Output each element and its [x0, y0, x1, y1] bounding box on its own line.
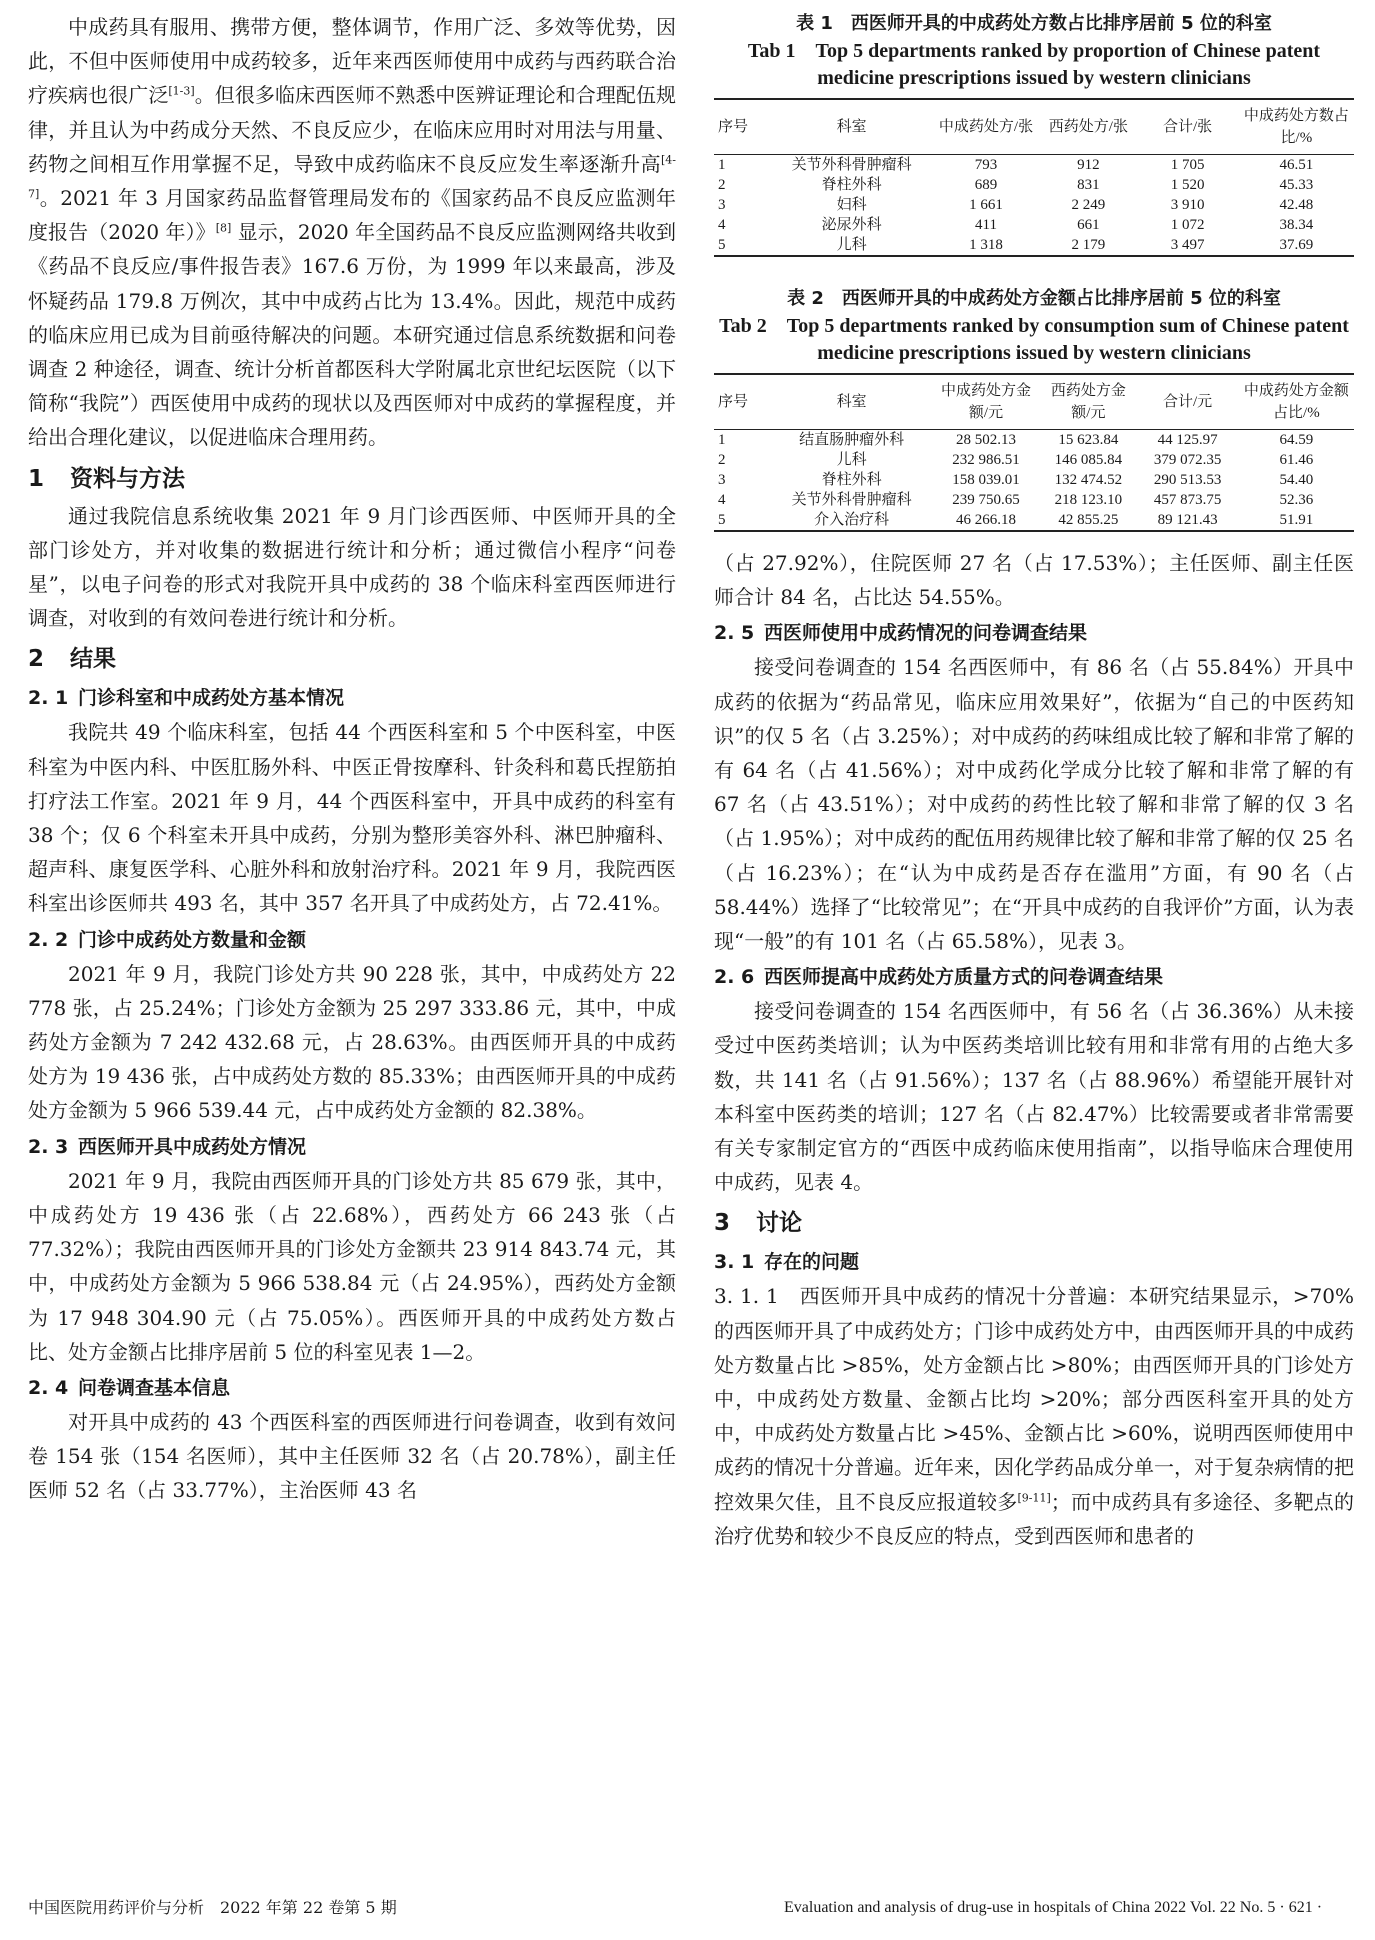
section-2-3-heading [28, 1130, 676, 1164]
table-cell: 儿科 [836, 452, 867, 468]
subsection-number: 2. 2 [28, 928, 69, 951]
table-cell: 1 661 [969, 197, 1003, 213]
table-cell: 1 072 [1170, 217, 1205, 233]
table-cell: 关节外科骨肿瘤科 [791, 492, 912, 508]
citation-ref: [9-11] [1017, 1491, 1051, 1505]
paragraph-text-a: 3. 1. 1 西医师开具中成药的情况十分普遍：本研究结果显示，>70% 的西医师开具了中成药处方；门诊中成药处方中，由西医师开具的中成药处方数量占比 >85%，处方金额占比 >80%；由西医师开具的门诊处方中，中成药处方数量、金额占比均 >20%；部分西医科室开具的处方中，中成药处方数量占比 >45%、金额占比 >60%，说明西医师使用中成药的情况十分普遍。近年来，因化学药品成分单一，对于复杂病情的把控效果欠佳，且不良反应报道较多 [714, 1284, 1354, 1514]
subsection-title: 门诊科室和中成药处方基本情况 [78, 687, 345, 710]
table-cell: 脊柱外科 [821, 472, 882, 488]
table-cell: 1 520 [1170, 177, 1205, 193]
table-cell: 3 [718, 197, 726, 213]
table-cell: 290 513.53 [1153, 472, 1222, 488]
table-row [714, 215, 1354, 235]
section-2-4-paragraph: 对开具中成药的 43 个西医科室的西医师进行问卷调查，收到有效问卷 154 张（154 名医师），其中主任医师 32 名（占 20.78%），副主任医师 52 名（占 33.77%），主治医师 43 名 [28, 1409, 676, 1503]
table-cell: 46 266.18 [955, 512, 1016, 528]
table-cell: 4 [718, 492, 726, 508]
table-cell: 37.69 [1279, 237, 1314, 253]
table-2-grid [714, 373, 1354, 532]
table-cell: 15 623.84 [1058, 432, 1119, 448]
section-3-1-1-paragraph [714, 1279, 1354, 1553]
table-cell: 52.36 [1279, 492, 1314, 508]
paragraph-text-b: ；而中成药具有多途径、多靶点的治疗优势和较少不良反应的特点，受到西医师和患者的 [714, 1489, 1355, 1548]
citation-ref: [8] [215, 221, 232, 235]
subsection-number: 2. 6 [714, 966, 755, 989]
table-row [714, 195, 1354, 215]
footer-journal-cn: 中国医院用药评价与分析 2022 年第 22 卷第 5 期 [28, 1898, 397, 1917]
subsection-number: 3. 1 [714, 1251, 755, 1274]
section-3-1-heading [714, 1245, 1354, 1279]
table-cell: 3 910 [1170, 197, 1205, 213]
table-header-cell: 中成药处方金额占比/% [1243, 383, 1349, 421]
section-2-3-paragraph: 2021 年 9 月，我院由西医师开具的门诊处方共 85 679 张，其中，中成药处方 19 436 张（占 22.68%），西药处方 66 243 张（占 77.32%）；我院由西医师开具的门诊处方金额共 23 914 843.74 元，其中，中成药处方金额为 5 966 538.84 元（占 24.95%），西药处方金额为 17 948 304.90 元（占 75.05%）。西医师开具的中成药处方数占比、处方金额占比排序居前 5 位的科室见表 1—2。 [28, 1168, 676, 1364]
subsection-title: 门诊中成药处方数量和金额 [78, 928, 307, 951]
section-number: 3 [714, 1210, 731, 1237]
table-cell: 689 [974, 177, 998, 193]
table-cell: 793 [974, 157, 998, 173]
table-cell: 4 [718, 217, 726, 233]
table-cell: 1 [718, 157, 726, 173]
table-cell: 457 873.75 [1153, 492, 1222, 508]
intro-text-d: 显示，2020 年全国药品不良反应监测网络共收到《药品不良反应/事件报告表》167.6 万份，为 1999 年以来最高，涉及怀疑药品 179.8 万例次，其中中成药占比为 13.4%。因此，规范中成药的临床应用已成为目前亟待解决的问题。本研究通过信息系统数据和问卷调查 2 种途径，调查、统计分析首都医科大学附属北京世纪坛医院（以下简称“我院”）西医使用中成药的现状以及西医师对中成药的掌握程度，并给出合理化建议，以促进临床合理用药。 [28, 220, 676, 450]
section-title: 讨论 [756, 1210, 802, 1237]
table-row [714, 155, 1354, 176]
table-2-caption-en: Tab 2 Top 5 departments ranked by consumption sum of Chinese patent medicine prescriptions issued by western clinicians [719, 315, 1349, 364]
citation-ref: [4-7] [28, 153, 676, 201]
table-cell: 3 [718, 472, 726, 488]
table-cell: 89 121.43 [1157, 512, 1218, 528]
table-cell: 239 750.65 [952, 492, 1020, 508]
table-cell: 45.33 [1279, 177, 1314, 193]
table-cell: 妇科 [836, 197, 867, 213]
table-header-cell: 西药处方/张 [1048, 119, 1128, 135]
methods-paragraph: 通过我院信息系统收集 2021 年 9 月门诊西医师、中医师开具的全部门诊处方，并对收集的数据进行统计和分析；通过微信小程序“问卷星”，以电子问卷的形式对我院开具中成药的 38 个临床科室西医师进行调查，对收到的有效问卷进行统计和分析。 [28, 503, 676, 631]
table-cell: 912 [1077, 157, 1100, 173]
intro-text-c: 。2021 年 3 月国家药品监督管理局发布的《国家药品不良反应监测年度报告（2020 年）》 [28, 186, 676, 245]
table-cell: 46.51 [1279, 157, 1314, 173]
subsection-number: 2. 3 [28, 1135, 69, 1158]
table-cell: 42 855.25 [1058, 512, 1119, 528]
subsection-number: 2. 1 [28, 687, 69, 710]
table-header-cell: 合计/元 [1163, 394, 1213, 410]
table-cell: 脊柱外科 [821, 177, 882, 193]
table-cell: 411 [975, 217, 997, 233]
table-row [714, 470, 1354, 490]
subsection-title: 西医师使用中成药情况的问卷调查结果 [764, 622, 1088, 645]
section-2-2-paragraph: 2021 年 9 月，我院门诊处方共 90 228 张，其中，中成药处方 22 778 张，占 25.24%；门诊处方金额为 25 297 333.86 元，其中，中成药处方金额为 7 242 432.68 元，占 28.63%。由西医师开具的中成药处方为 19 436 张，占中成药处方数的 85.33%；由西医师开具的中成药处方金额为 5 966 539.44 元，占中成药处方金额的 82.38%。 [28, 961, 676, 1123]
right-column [714, 10, 1354, 1553]
table-header-cell: 中成药处方/张 [938, 119, 1034, 135]
section-3-heading [714, 1203, 1354, 1243]
section-title: 资料与方法 [70, 465, 185, 492]
table-cell: 2 179 [1071, 237, 1106, 253]
subsection-title: 存在的问题 [764, 1251, 860, 1274]
intro-text-b: 。但很多临床西医师不熟悉中医辨证理论和合理配伍规律，并且认为中药成分天然、不良反应少，在临床应用时对用法与用量、药物之间相互作用掌握不足，导致中成药临床不良反应发生率逐渐升高 [28, 83, 677, 176]
table-cell: 132 474.52 [1054, 472, 1123, 488]
section-number: 1 [28, 465, 45, 492]
subsection-title: 问卷调查基本信息 [78, 1376, 231, 1399]
table-cell: 5 [718, 512, 726, 528]
table-cell: 28 502.13 [955, 432, 1016, 448]
table-cell: 2 [718, 177, 726, 193]
continued-paragraph: （占 27.92%），住院医师 27 名（占 17.53%）；主任医师、副主任医师合计 84 名，占比达 54.55%。 [714, 551, 1354, 610]
table-cell: 介入治疗科 [814, 512, 890, 528]
table-cell: 146 085.84 [1054, 452, 1123, 468]
subsection-title: 西医师开具中成药处方情况 [78, 1135, 307, 1158]
section-2-1-paragraph: 我院共 49 个临床科室，包括 44 个西医科室和 5 个中医科室，中医科室为中医内科、中医肛肠外科、中医正骨按摩科、针灸科和葛氏捏筋拍打疗法工作室。2021 年 9 月，44 个西医科室中，开具中成药的科室有 38 个；仅 6 个科室未开具中成药，分别为整形美容外科、淋巴肿瘤科、超声科、康复医学科、心脏外科和放射治疗科。2021 年 9 月，我院西医科室出诊医师共 493 名，其中 357 名开具了中成药处方，占 72.41%。 [28, 720, 676, 916]
intro-text-a: 中成药具有服用、携带方便，整体调节，作用广泛、多效等优势，因此，不但中医师使用中成药较多，近年来西医师使用中成药与西药联合治疗疾病也很广泛 [28, 15, 676, 108]
left-column [28, 10, 676, 1508]
table-row [714, 450, 1354, 470]
table-cell: 3 497 [1170, 237, 1205, 253]
table-cell: 1 [718, 432, 726, 448]
table-cell: 831 [1077, 177, 1100, 193]
subsection-number: 2. 5 [714, 622, 755, 645]
table-cell: 218 123.10 [1054, 492, 1123, 508]
subsection-number: 2. 4 [28, 1376, 69, 1399]
table-header-row [714, 99, 1354, 155]
table-header-cell: 合计/张 [1163, 119, 1213, 135]
table-cell: 158 039.01 [952, 472, 1020, 488]
table-cell: 5 [718, 237, 726, 253]
table-cell: 42.48 [1279, 197, 1314, 213]
table-cell: 2 249 [1071, 197, 1106, 213]
table-1 [714, 10, 1354, 257]
table-cell: 51.91 [1279, 512, 1314, 528]
section-2-4-heading [28, 1371, 676, 1405]
section-2-5-heading [714, 616, 1354, 650]
table-row [714, 430, 1354, 451]
table-header-cell: 科室 [836, 119, 867, 135]
section-2-1-heading [28, 681, 676, 715]
table-cell: 结直肠肿瘤外科 [799, 432, 905, 448]
table-cell: 661 [1077, 217, 1100, 233]
table-cell: 38.34 [1279, 217, 1314, 233]
table-cell: 1 705 [1170, 157, 1205, 173]
section-title: 结果 [70, 646, 116, 673]
table-row [714, 175, 1354, 195]
section-2-6-heading [714, 960, 1354, 994]
table-cell: 1 318 [969, 237, 1003, 253]
section-2-heading [28, 639, 676, 679]
table-cell: 54.40 [1279, 472, 1314, 488]
table-header-cell: 西药处方金额/元 [1050, 383, 1126, 421]
table-header-row [714, 374, 1354, 430]
table-1-grid [714, 98, 1354, 257]
section-2-5-paragraph: 接受问卷调查的 154 名西医师中，有 86 名（占 55.84%）开具中成药的依据为“药品常见，临床应用效果好”，依据为“自己的中医药知识”的仅 5 名（占 3.25%）；对中成药的药味组成比较了解和非常了解的有 64 名（占 41.56%）；对中成药化学成分比较了解和非常了解的有 67 名（占 43.51%）；对中成药的药性比较了解和非常了解的仅 3 名（占 1.95%）；对中成药的配伍用药规律比较了解和非常了解的仅 25 名（占 16.23%）；在“认为中成药是否存在滥用”方面，有 90 名（占 58.44%）选择了“比较常见”；在“开具中成药的自我评价”方面，认为表现“一般”的有 101 名（占 65.58%），见表 3。 [714, 655, 1354, 954]
table-1-caption-cn: 表 1 西医师开具的中成药处方数占比排序居前 5 位的科室 [796, 13, 1272, 34]
table-header-cell: 中成药处方金额/元 [940, 383, 1031, 421]
table-cell: 关节外科骨肿瘤科 [791, 157, 912, 173]
table-cell: 64.59 [1279, 432, 1314, 448]
section-1-heading [28, 459, 676, 499]
table-cell: 379 072.35 [1153, 452, 1222, 468]
footer-journal-en: Evaluation and analysis of drug-use in hospitals of China 2022 Vol. 22 No. 5 · 621 · [784, 1899, 1323, 1916]
table-1-caption-en: Tab 1 Top 5 departments ranked by proportion of Chinese patent medicine prescriptions issued by western clinicians [747, 40, 1321, 89]
intro-paragraph [28, 10, 676, 455]
section-2-2-heading [28, 923, 676, 957]
table-2 [714, 285, 1354, 532]
table-row [714, 510, 1354, 531]
subsection-title: 西医师提高中成药处方质量方式的问卷调查结果 [764, 966, 1164, 989]
table-cell: 232 986.51 [952, 452, 1020, 468]
table-cell: 44 125.97 [1157, 432, 1218, 448]
section-number: 2 [28, 646, 45, 673]
table-2-caption-cn: 表 2 西医师开具的中成药处方金额占比排序居前 5 位的科室 [787, 288, 1281, 309]
table-header-cell: 序号 [718, 119, 749, 135]
table-row [714, 235, 1354, 256]
table-cell: 泌尿外科 [821, 217, 882, 233]
table-cell: 儿科 [836, 237, 867, 253]
citation-ref: [1-3] [168, 84, 195, 98]
table-header-cell: 序号 [718, 394, 749, 410]
table-header-cell: 中成药处方数占比/% [1243, 108, 1349, 146]
table-cell: 2 [718, 452, 726, 468]
table-header-cell: 科室 [836, 394, 867, 410]
table-cell: 61.46 [1279, 452, 1314, 468]
section-2-6-paragraph: 接受问卷调查的 154 名西医师中，有 56 名（占 36.36%）从未接受过中医药类培训；认为中医药类培训比较有用和非常有用的占绝大多数，共 141 名（占 91.56%）；137 名（占 88.96%）希望能开展针对本科室中医药类的培训；127 名（占 82.47%）比较需要或者非常需要有关专家制定官方的“西医中成药临床使用指南”，以指导临床合理使用中成药，见表 4。 [714, 999, 1354, 1195]
table-row [714, 490, 1354, 510]
